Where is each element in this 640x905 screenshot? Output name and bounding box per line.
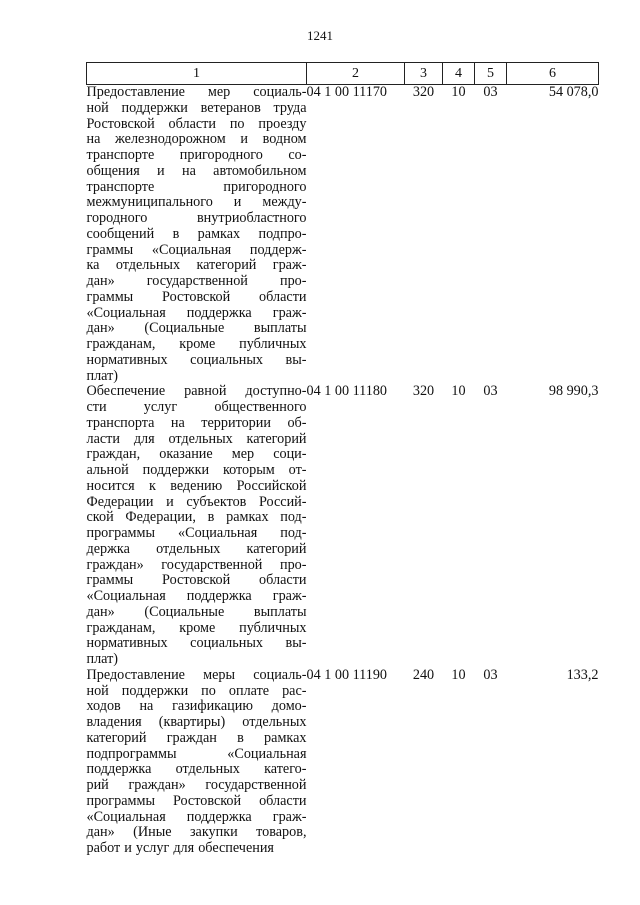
row-amount: 54 078,0 [548,84,599,100]
description-line: граждан» государственной про- [86,556,307,573]
description-line: рий граждан» государственной [86,777,307,793]
description-line: дан» государственной про- [86,273,307,289]
row-col-4: 10 [451,84,466,100]
description-line: владения (квартиры) отдельных [86,714,307,730]
description-line: транспорта на территории об- [86,414,307,431]
description-line: дан» (Социальные выплаты [86,320,307,337]
description-line: ка отдельных категорий граж- [86,257,307,274]
description-line: граммы «Социальная поддерж- [86,241,307,258]
description-line: поддержка отдельных катего- [86,761,307,778]
description-line: транспорте пригородного со- [86,147,307,163]
description-line: Ростовской области по проезду [86,115,307,132]
row-code: 04 1 00 11190 [306,666,388,683]
table-header-row [87,63,599,85]
row-col-5: 03 [483,383,498,400]
budget-table [86,62,599,857]
description-line: дан» (Социальные выплаты [86,603,307,620]
description-line: Обеспечение равной доступно- [86,383,307,400]
description-line: ласти для отдельных категорий [86,430,307,447]
description-line: сообщений в рамках подпро- [86,225,307,242]
row-amount: 98 990,3 [548,383,599,400]
column-header-1: 1 [87,63,307,85]
row-col-4: 10 [451,383,466,400]
description-line: нормативных социальных вы- [86,351,307,368]
row-col-5: 03 [483,84,498,100]
description-line: «Социальная поддержка граж- [86,304,307,321]
row-col-3: 320 [412,383,435,400]
column-header-5: 5 [475,63,507,85]
row-code: 04 1 00 11180 [306,383,388,400]
table-row [87,85,599,385]
column-header-3: 3 [405,63,443,85]
row-col-3: 240 [412,666,435,683]
table-row [87,668,599,857]
row-description [87,85,307,385]
column-header-4: 4 [443,63,475,85]
row-col-5: 03 [483,666,498,683]
description-line: нормативных социальных вы- [86,635,307,652]
description-line: ходов на газификацию домо- [86,698,307,715]
description-line: «Социальная поддержка граж- [86,588,307,604]
description-line: граждан, оказание мер соци- [86,446,307,463]
description-line: межмуниципального и между- [86,194,307,211]
row-code: 04 1 00 11170 [306,84,388,100]
row-amount: 133,2 [566,666,599,683]
description-line: общения и на автомобильном [86,162,307,179]
description-line: программы Ростовской области [86,792,307,809]
description-line: ной поддержки ветеранов труда [86,99,307,116]
description-line: плат) [86,367,119,384]
description-line: программы «Социальная под- [86,525,307,541]
description-line: граммы Ростовской области [86,288,307,305]
description-line: Федерации и субъектов Россий- [86,493,307,510]
description-line: ской Федерации, в рамках под- [86,509,307,526]
description-line: Предоставление меры социаль- [86,666,307,683]
column-header-2: 2 [307,63,405,85]
description-line: сти услуг общественного [86,399,307,415]
description-line: плат) [86,651,119,667]
description-line: носится к ведению Российской [86,477,307,494]
description-line: категорий граждан в рамках [86,729,307,746]
description-line: на железнодорожном и водном [86,131,307,148]
row-description [87,384,307,668]
row-col-4: 10 [451,666,466,683]
description-line: граммы Ростовской области [86,572,307,589]
description-line: ной поддержки по оплате рас- [86,682,307,699]
row-description [87,668,307,857]
description-line: городного внутриобластного [86,210,307,226]
description-line: держка отдельных категорий [86,540,307,557]
description-line: транспорте пригородного [86,178,307,195]
description-line: дан» (Иные закупки товаров, [86,824,307,841]
row-col-3: 320 [412,84,435,100]
description-line: гражданам, кроме публичных [86,619,307,636]
description-line: «Социальная поддержка граж- [86,808,307,825]
column-header-6: 6 [507,63,599,85]
table-row [87,384,599,668]
description-line: Предоставление мер социаль- [86,84,307,100]
description-line: гражданам, кроме публичных [86,336,307,352]
description-line: работ и услуг для обеспечения [86,840,274,856]
description-line: подпрограммы «Социальная [86,745,307,762]
page-number: 1241 [307,28,333,43]
description-line: альной поддержки которым от- [86,462,307,478]
